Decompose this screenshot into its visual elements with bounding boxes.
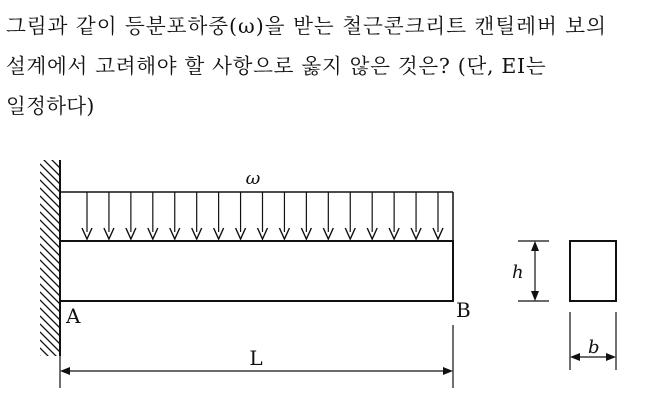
hatch-line [40,196,60,216]
distributed-load [60,168,453,241]
hatch-line [40,372,60,392]
hatch-line [40,244,60,264]
fixed-support-wall [40,160,60,392]
section-height-dimension [512,241,549,301]
span-dimension [60,325,453,388]
hatch-line [40,364,60,384]
hatch-line [40,308,60,328]
hatch-line [40,332,60,352]
question-line-3: 일정하다) [6,94,95,118]
beam-body [60,241,453,301]
hatch-line [40,204,60,224]
hatch-line [40,324,60,344]
question-line-2: 설계에서 고려해야 할 사항으로 옳지 않은 것은? (단, EI는 [6,54,547,78]
question-line-1: 그림과 같이 등분포하중(ω)을 받는 철근콘크리트 캔틸레버 보의 [6,14,607,38]
hatch-line [40,220,60,240]
hatch-line [40,252,60,272]
span-label: L [249,346,263,370]
cross-section [570,241,616,301]
hatch-line [40,292,60,312]
question-text [6,6,656,126]
hatch-line [40,276,60,296]
hatch-line [40,268,60,288]
hatch-line [40,340,60,360]
beam-diagram [0,160,660,404]
hatch-line [40,356,60,376]
hatch-line [40,316,60,336]
hatch-line [40,260,60,280]
hatch-line [40,228,60,248]
hatch-line [40,164,60,184]
load-label: ω [245,168,261,189]
hatch-line [40,172,60,192]
load-arrows [82,192,443,239]
height-label: h [512,262,524,283]
hatch-line [40,236,60,256]
point-a-label: A [66,304,81,328]
hatch-line [40,212,60,232]
hatch-line [40,284,60,304]
hatch-line [40,348,60,368]
width-label: b [588,337,600,358]
hatch-line [40,180,60,200]
hatch-line [40,188,60,208]
hatch-line [40,300,60,320]
section-width-dimension [570,312,616,370]
cantilever-beam-figure [0,160,660,404]
point-b-label: B [456,298,471,322]
